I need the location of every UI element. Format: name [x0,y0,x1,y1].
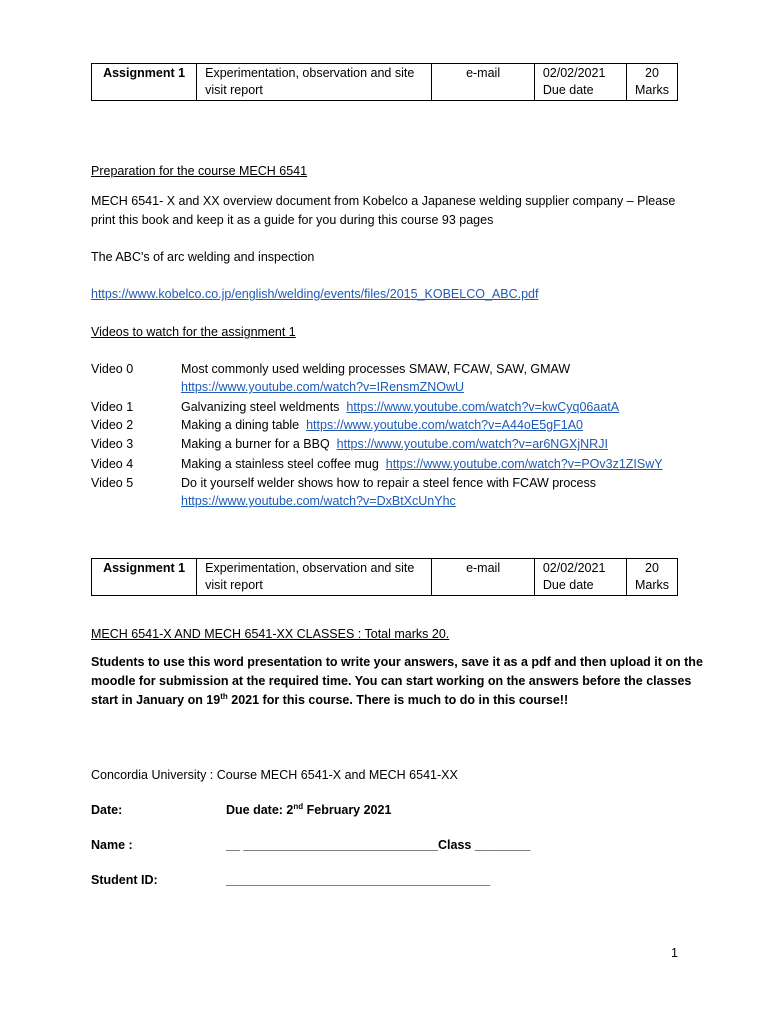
name-field[interactable]: __ ____________________________Class ________ [226,838,531,852]
video-link[interactable]: https://www.youtube.com/watch?v=POv3z1ZISwY [385,457,663,471]
assignment-table-top [91,63,678,101]
video-description: Most commonly used welding processes SMAW, FCAW, SAW, GMAW [181,362,571,376]
assignment-submission: e-mail [432,64,535,101]
videos-heading: Videos to watch for the assignment 1 [91,325,296,339]
book-link[interactable]: https://www.kobelco.co.jp/english/welding/events/files/2015_KOBELCO_ABC.pdf [91,287,539,301]
book-title: The ABC's of arc welding and inspection [91,250,315,264]
classes-para-line3: start in January on 19th 2021 for this course. There is much to do in this course!! [91,691,569,707]
video-description: Making a burner for a BBQ [181,437,330,451]
classes-para-line1: Students to use this word presentation to write your answers, save it as a pdf and then upload it on the [91,655,703,669]
video-description: Making a dining table [181,418,300,432]
video-label: Video 0 [91,362,134,376]
assignment-marks: 20 Marks [626,64,677,101]
assignment-title: Experimentation, observation and site visit report [197,559,432,596]
assignment-date: 02/02/2021 Due date [534,64,626,101]
assignment-label: Assignment 1 [92,559,197,596]
assignment-title: Experimentation, observation and site visit report [197,64,432,101]
video-link[interactable]: https://www.youtube.com/watch?v=kwCyq06aatA [346,400,620,414]
video-label: Video 5 [91,476,134,490]
video-label: Video 1 [91,400,134,414]
name-label: Name : [91,838,133,852]
video-label: Video 2 [91,418,134,432]
video-description: Making a stainless steel coffee mug [181,457,379,471]
preparation-para-line1: MECH 6541- X and XX overview document from Kobelco a Japanese welding supplier company – Please [91,194,676,208]
video-link[interactable]: https://www.youtube.com/watch?v=ar6NGXjNRJI [336,437,608,451]
video-link[interactable]: https://www.youtube.com/watch?v=IRensmZNOwU [181,380,465,394]
due-date-value: Due date: 2nd February 2021 [226,801,392,817]
classes-para-line2: moodle for submission at the required time. You can start working on the answers before the classes [91,674,692,688]
student-id-field[interactable]: ______________________________________ [226,873,491,887]
assignment-marks: 20 Marks [626,559,677,596]
date-label: Date: [91,803,123,817]
preparation-para-line2: print this book and keep it as a guide for you during this course 93 pages [91,213,494,227]
assignment-submission: e-mail [432,559,535,596]
video-link[interactable]: https://www.youtube.com/watch?v=DxBtXcUnYhc [181,494,456,508]
student-id-label: Student ID: [91,873,158,887]
video-link[interactable]: https://www.youtube.com/watch?v=A44oE5gF1A0 [306,418,583,432]
assignment-table-bottom [91,558,678,596]
video-description: Galvanizing steel weldments [181,400,340,414]
video-label: Video 3 [91,437,134,451]
assignment-date: 02/02/2021 Due date [534,559,626,596]
classes-heading: MECH 6541-X AND MECH 6541-XX CLASSES : Total marks 20. [91,627,450,641]
page-number: 1 [671,946,678,960]
video-label: Video 4 [91,457,134,471]
video-description: Do it yourself welder shows how to repair a steel fence with FCAW process [181,476,596,490]
university-line: Concordia University : Course MECH 6541-X and MECH 6541-XX [91,768,458,782]
assignment-label: Assignment 1 [92,64,197,101]
preparation-heading: Preparation for the course MECH 6541 [91,164,308,178]
